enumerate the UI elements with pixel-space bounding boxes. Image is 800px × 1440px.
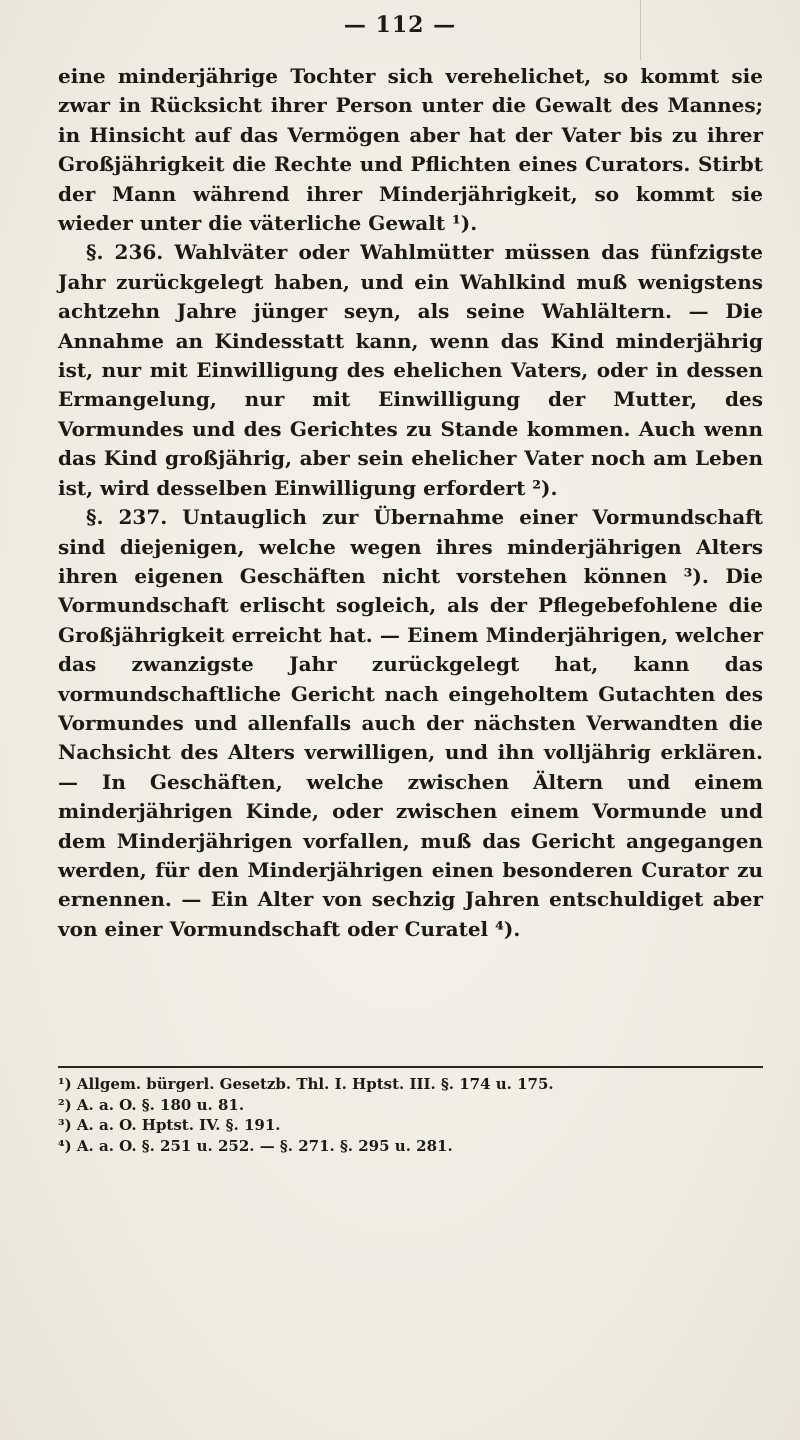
footnote-2: ²) A. a. O. §. 180 u. 81.	[58, 1095, 245, 1114]
page-number: — 112 —	[343, 12, 457, 38]
paragraph-section-237: §. 237. Untauglich zur Übernahme einer Vormundschaft sind diejenigen, welche wegen ihres minderjährigen Alters ihren eigenen Geschäften nicht vorstehen können ³). Die Vormundschaft erlischt sogleich, als der Pflegebefohlene die Großjährigkeit erreicht hat. — Einem Minderjährigen, welcher das zwanzigste Jahr zurückgelegt hat, kann das vormundschaftliche Gericht nach eingeholtem Gutachten des Vormundes und allenfalls auch der nächsten Verwandten die Nachsicht des Alters verwilligen, und ihn volljährig erklären. — In Geschäften, welche zwischen Ältern und einem minderjährigen Kinde, oder zwischen einem Vormunde und dem Minderjährigen vorfallen, muß das Gericht angegangen werden, für den Minderjährigen einen besonderen Curator zu ernennen. — Ein Alter von sechzig Jahren entschuldiget aber von einer Vormundschaft oder Curatel ⁴).	[58, 505, 763, 941]
footnote-1: ¹) Allgem. bürgerl. Gesetzb. Thl. I. Hptst. III. §. 174 u. 175.	[58, 1075, 554, 1093]
paragraph-continuation: eine minderjährige Tochter sich verehelichet, so kommt sie zwar in Rücksicht ihrer Person unter die Gewalt des Mannes; in Hinsicht auf das Vermögen aber hat der Vater bis zu ihrer Großjährigkeit die Rechte und Pflichten eines Curators. Stirbt der Mann während ihrer Minderjährigkeit, so kommt sie wieder unter die väterliche Gewalt ¹).	[58, 64, 763, 236]
footnotes	[58, 1074, 763, 1156]
footnote-3: ³) A. a. O. Hptst. IV. §. 191.	[58, 1116, 281, 1134]
footnote-4: ⁴) A. a. O. §. 251 u. 252. — §. 271. §. 295 u. 281.	[58, 1136, 453, 1155]
footnote-divider	[58, 1066, 763, 1068]
main-text	[58, 62, 763, 944]
paragraph-section-236: §. 236. Wahlväter oder Wahlmütter müssen das fünfzigste Jahr zurückgelegt haben, und ein Wahlkind muß wenigstens achtzehn Jahre jünger seyn, als seine Wahlältern. — Die Annahme an Kindesstatt kann, wenn das Kind minderjährig ist, nur mit Einwilligung des ehelichen Vaters, oder in dessen Ermangelung, nur mit Einwilligung der Mutter, des Vormundes und des Gerichtes zu Stande kommen. Auch wenn das Kind großjährig, aber sein ehelicher Vater noch am Leben ist, wird desselben Einwilligung erfordert ²).	[58, 240, 763, 500]
